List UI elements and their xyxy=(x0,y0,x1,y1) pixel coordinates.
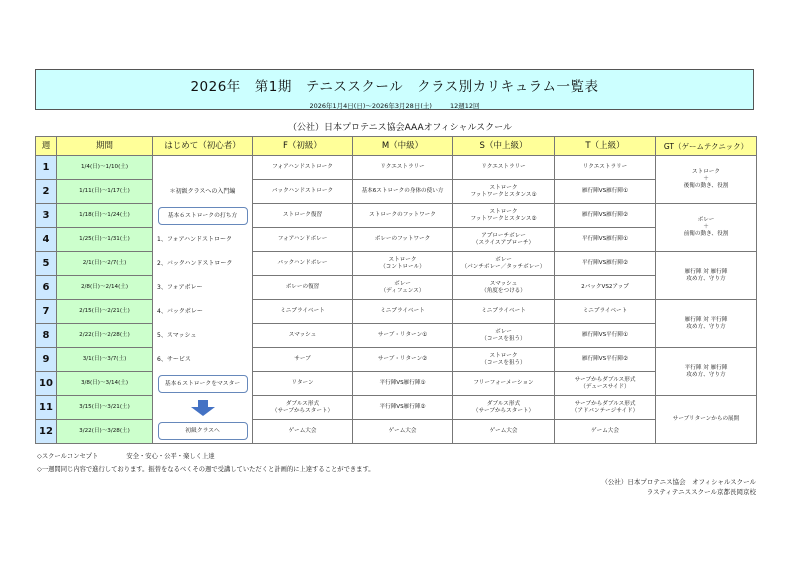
week-number: 6 xyxy=(36,276,57,300)
table-row xyxy=(36,324,757,348)
lesson-cell-m: サーブ・リターン① xyxy=(353,324,453,348)
table-header-row xyxy=(36,137,757,156)
lesson-cell-t: サーブからダブルス形式 （デュースサイド） xyxy=(555,372,656,396)
lesson-cell-m: ゲーム大会 xyxy=(353,420,453,444)
week-period: 1/11(日)～1/17(土) xyxy=(57,180,153,204)
lesson-cell-m: 平行陣VS雁行陣② xyxy=(353,396,453,420)
arrow-shaft xyxy=(198,400,208,407)
notes xyxy=(37,450,375,476)
week-period: 3/22(日)～3/28(土) xyxy=(57,420,153,444)
beginner-cell xyxy=(153,252,253,276)
col-header-week: 週 xyxy=(36,137,57,156)
lesson-cell-t: 平行陣VS雁行陣② xyxy=(555,252,656,276)
lesson-cell-t: 雁行陣VS平行陣② xyxy=(555,348,656,372)
table-row xyxy=(36,396,757,420)
lesson-cell-m: ストローク （コントロール） xyxy=(353,252,453,276)
beginner-cell xyxy=(153,372,253,396)
concept-label: ◇スクールコンセプト xyxy=(37,453,99,460)
table-row xyxy=(36,300,757,324)
lesson-cell-s: ストローク フットワークとスタンス② xyxy=(453,204,555,228)
table-row xyxy=(36,276,757,300)
beginner-box-strokes: 基本６ストロークの打ち方 xyxy=(158,207,248,225)
gt-cell: サーブリターンからの展開 xyxy=(656,396,757,444)
notice-line: ◇一週間同じ内容で進行しております。振替をなるべくその週で受講していただくと計画的に上達することができます。 xyxy=(37,466,375,473)
lesson-cell-m: サーブ・リターン② xyxy=(353,348,453,372)
table-row xyxy=(36,348,757,372)
beginner-box-next: 初級クラスへ xyxy=(158,422,248,440)
beginner-cell xyxy=(153,180,253,204)
table-row xyxy=(36,420,757,444)
lesson-cell-f: ゲーム大会 xyxy=(253,420,353,444)
beginner-cell xyxy=(153,324,253,348)
lesson-cell-t: 雁行陣VS平行陣① xyxy=(555,324,656,348)
lesson-cell-t: ミニプライベート xyxy=(555,300,656,324)
week-period: 3/1(日)～3/7(土) xyxy=(57,348,153,372)
week-number: 11 xyxy=(36,396,57,420)
beginner-item: 4、バックボレー xyxy=(157,307,203,315)
title-subline xyxy=(36,101,753,110)
lesson-cell-s: ダブルス形式 （サーブからスタート） xyxy=(453,396,555,420)
gt-cell: 平行陣 対 雁行陣 攻め方、守り方 xyxy=(656,348,757,396)
beginner-item: 1、フォアハンドストローク xyxy=(157,235,232,243)
lesson-cell-s: スマッシュ （角度をつける） xyxy=(453,276,555,300)
beginner-cell xyxy=(153,228,253,252)
beginner-cell xyxy=(153,420,253,444)
table-row xyxy=(36,156,757,180)
lesson-cell-s: ボレー （コースを狙う） xyxy=(453,324,555,348)
lesson-cell-f: バックハンドストローク xyxy=(253,180,353,204)
lesson-cell-t: 平行陣VS雁行陣① xyxy=(555,228,656,252)
beginner-cell xyxy=(153,300,253,324)
beginner-item: 2、バックハンドストローク xyxy=(157,259,233,267)
lesson-cell-m: 平行陣VS雁行陣① xyxy=(353,372,453,396)
week-period: 3/15(日)～3/21(土) xyxy=(57,396,153,420)
week-period: 1/18(日)～1/24(土) xyxy=(57,204,153,228)
table-row xyxy=(36,228,757,252)
week-number: 2 xyxy=(36,180,57,204)
gt-cell: 雁行陣 対 雁行陣 攻め方、守り方 xyxy=(656,252,757,300)
lesson-cell-t: リクエストラリー xyxy=(555,156,656,180)
lesson-cell-m: ボレーのフットワーク xyxy=(353,228,453,252)
col-header-m: M（中級） xyxy=(353,137,453,156)
lesson-cell-f: ボレーの復習 xyxy=(253,276,353,300)
week-number: 10 xyxy=(36,372,57,396)
col-header-beginner: はじめて（初心者） xyxy=(153,137,253,156)
gt-cell: ボレー ＋ 前衛の動き、役割 xyxy=(656,204,757,252)
lesson-cell-t: サーブからダブルス形式 （アドバンテージサイド） xyxy=(555,396,656,420)
week-number: 9 xyxy=(36,348,57,372)
lesson-cell-f: フォアハンドボレー xyxy=(253,228,353,252)
week-number: 12 xyxy=(36,420,57,444)
gt-cell: ストローク ＋ 後衛の動き、役割 xyxy=(656,156,757,204)
lesson-cell-t: 雁行陣VS雁行陣① xyxy=(555,180,656,204)
lesson-cell-f: バックハンドボレー xyxy=(253,252,353,276)
week-number: 4 xyxy=(36,228,57,252)
lesson-cell-f: リターン xyxy=(253,372,353,396)
week-number: 5 xyxy=(36,252,57,276)
lesson-cell-f: ミニプライベート xyxy=(253,300,353,324)
col-header-f: F（初級） xyxy=(253,137,353,156)
lesson-cell-f: フォアハンドストローク xyxy=(253,156,353,180)
beginner-cell xyxy=(153,276,253,300)
lesson-cell-s: アプローチボレー （スライスアプローチ） xyxy=(453,228,555,252)
week-period: 2/8(日)～2/14(土) xyxy=(57,276,153,300)
concept-value: 安全・安心・公平・楽しく上達 xyxy=(126,453,215,460)
beginner-cell xyxy=(153,396,253,420)
table-row xyxy=(36,372,757,396)
week-number: 1 xyxy=(36,156,57,180)
lesson-cell-f: ストローク復習 xyxy=(253,204,353,228)
week-period: 1/25(日)～1/31(土) xyxy=(57,228,153,252)
beginner-cell xyxy=(153,348,253,372)
lesson-cell-s: リクエストラリー xyxy=(453,156,555,180)
beginner-cell xyxy=(153,204,253,228)
lesson-cell-f: サーブ xyxy=(253,348,353,372)
beginner-cell xyxy=(153,156,253,180)
lesson-cell-m: 基本6ストロークの身体の使い方 xyxy=(353,180,453,204)
session-count: 12週12回 xyxy=(449,102,480,110)
lesson-cell-s: ゲーム大会 xyxy=(453,420,555,444)
week-number: 8 xyxy=(36,324,57,348)
title-banner xyxy=(35,69,754,110)
gt-cell: 雁行陣 対 平行陣 攻め方、守り方 xyxy=(656,300,757,348)
lesson-cell-s: ストローク （コースを狙う） xyxy=(453,348,555,372)
week-number: 7 xyxy=(36,300,57,324)
lesson-cell-t: 雁行陣VS雁行陣② xyxy=(555,204,656,228)
lesson-cell-f: ダブルス形式 （サーブからスタート） xyxy=(253,396,353,420)
week-period: 2/22(日)～2/28(土) xyxy=(57,324,153,348)
arrow-head xyxy=(191,407,215,416)
lesson-cell-s: ストローク フットワークとスタンス① xyxy=(453,180,555,204)
lesson-cell-m: ストロークのフットワーク xyxy=(353,204,453,228)
week-period: 1/4(日)～1/10(土) xyxy=(57,156,153,180)
footer-org: （公社）日本プロテニス協会 オフィシャルスクール xyxy=(601,478,756,486)
lesson-cell-m: ミニプライベート xyxy=(353,300,453,324)
lesson-cell-t: ゲーム大会 xyxy=(555,420,656,444)
col-header-s: S（中上級） xyxy=(453,137,555,156)
lesson-cell-m: ボレー （ディフェンス） xyxy=(353,276,453,300)
organization-name: （公社）日本プロテニス協会AAAオフィシャルスクール xyxy=(288,123,512,133)
beginner-item: 6、サービス xyxy=(157,355,191,363)
week-number: 3 xyxy=(36,204,57,228)
table-row xyxy=(36,204,757,228)
table-row xyxy=(36,180,757,204)
lesson-cell-s: ボレー （パンチボレー／タッチボレー） xyxy=(453,252,555,276)
lesson-cell-f: スマッシュ xyxy=(253,324,353,348)
lesson-cell-s: フリーフォーメーション xyxy=(453,372,555,396)
col-header-gt: GT（ゲームテクニック） xyxy=(656,137,757,156)
beginner-intro: ＊初級クラスへの入門編 xyxy=(169,187,236,195)
curriculum-table xyxy=(35,136,757,444)
lesson-cell-s: ミニプライベート xyxy=(453,300,555,324)
beginner-box-master: 基本６ストロークをマスター xyxy=(158,375,248,393)
date-range: 2026年1月4日(日)～2026年3月28日(土) xyxy=(309,102,432,110)
col-header-period: 期間 xyxy=(57,137,153,156)
beginner-item: 5、スマッシュ xyxy=(157,331,197,339)
footer xyxy=(601,477,756,497)
footer-school: ラスティテニススクール京都長岡京校 xyxy=(646,488,756,496)
beginner-item: 3、フォアボレー xyxy=(157,283,203,291)
week-period: 3/8(日)～3/14(土) xyxy=(57,372,153,396)
concept-line xyxy=(37,450,375,463)
down-arrow-icon xyxy=(153,400,252,416)
week-period: 2/1(日)～2/7(土) xyxy=(57,252,153,276)
lesson-cell-m: リクエストラリー xyxy=(353,156,453,180)
page-title: 2026年 第1期 テニススクール クラス別カリキュラム一覧表 xyxy=(190,79,599,95)
week-period: 2/15(日)～2/21(土) xyxy=(57,300,153,324)
table-row xyxy=(36,252,757,276)
col-header-t: T（上級） xyxy=(555,137,656,156)
lesson-cell-t: 2バックVS2アップ xyxy=(555,276,656,300)
